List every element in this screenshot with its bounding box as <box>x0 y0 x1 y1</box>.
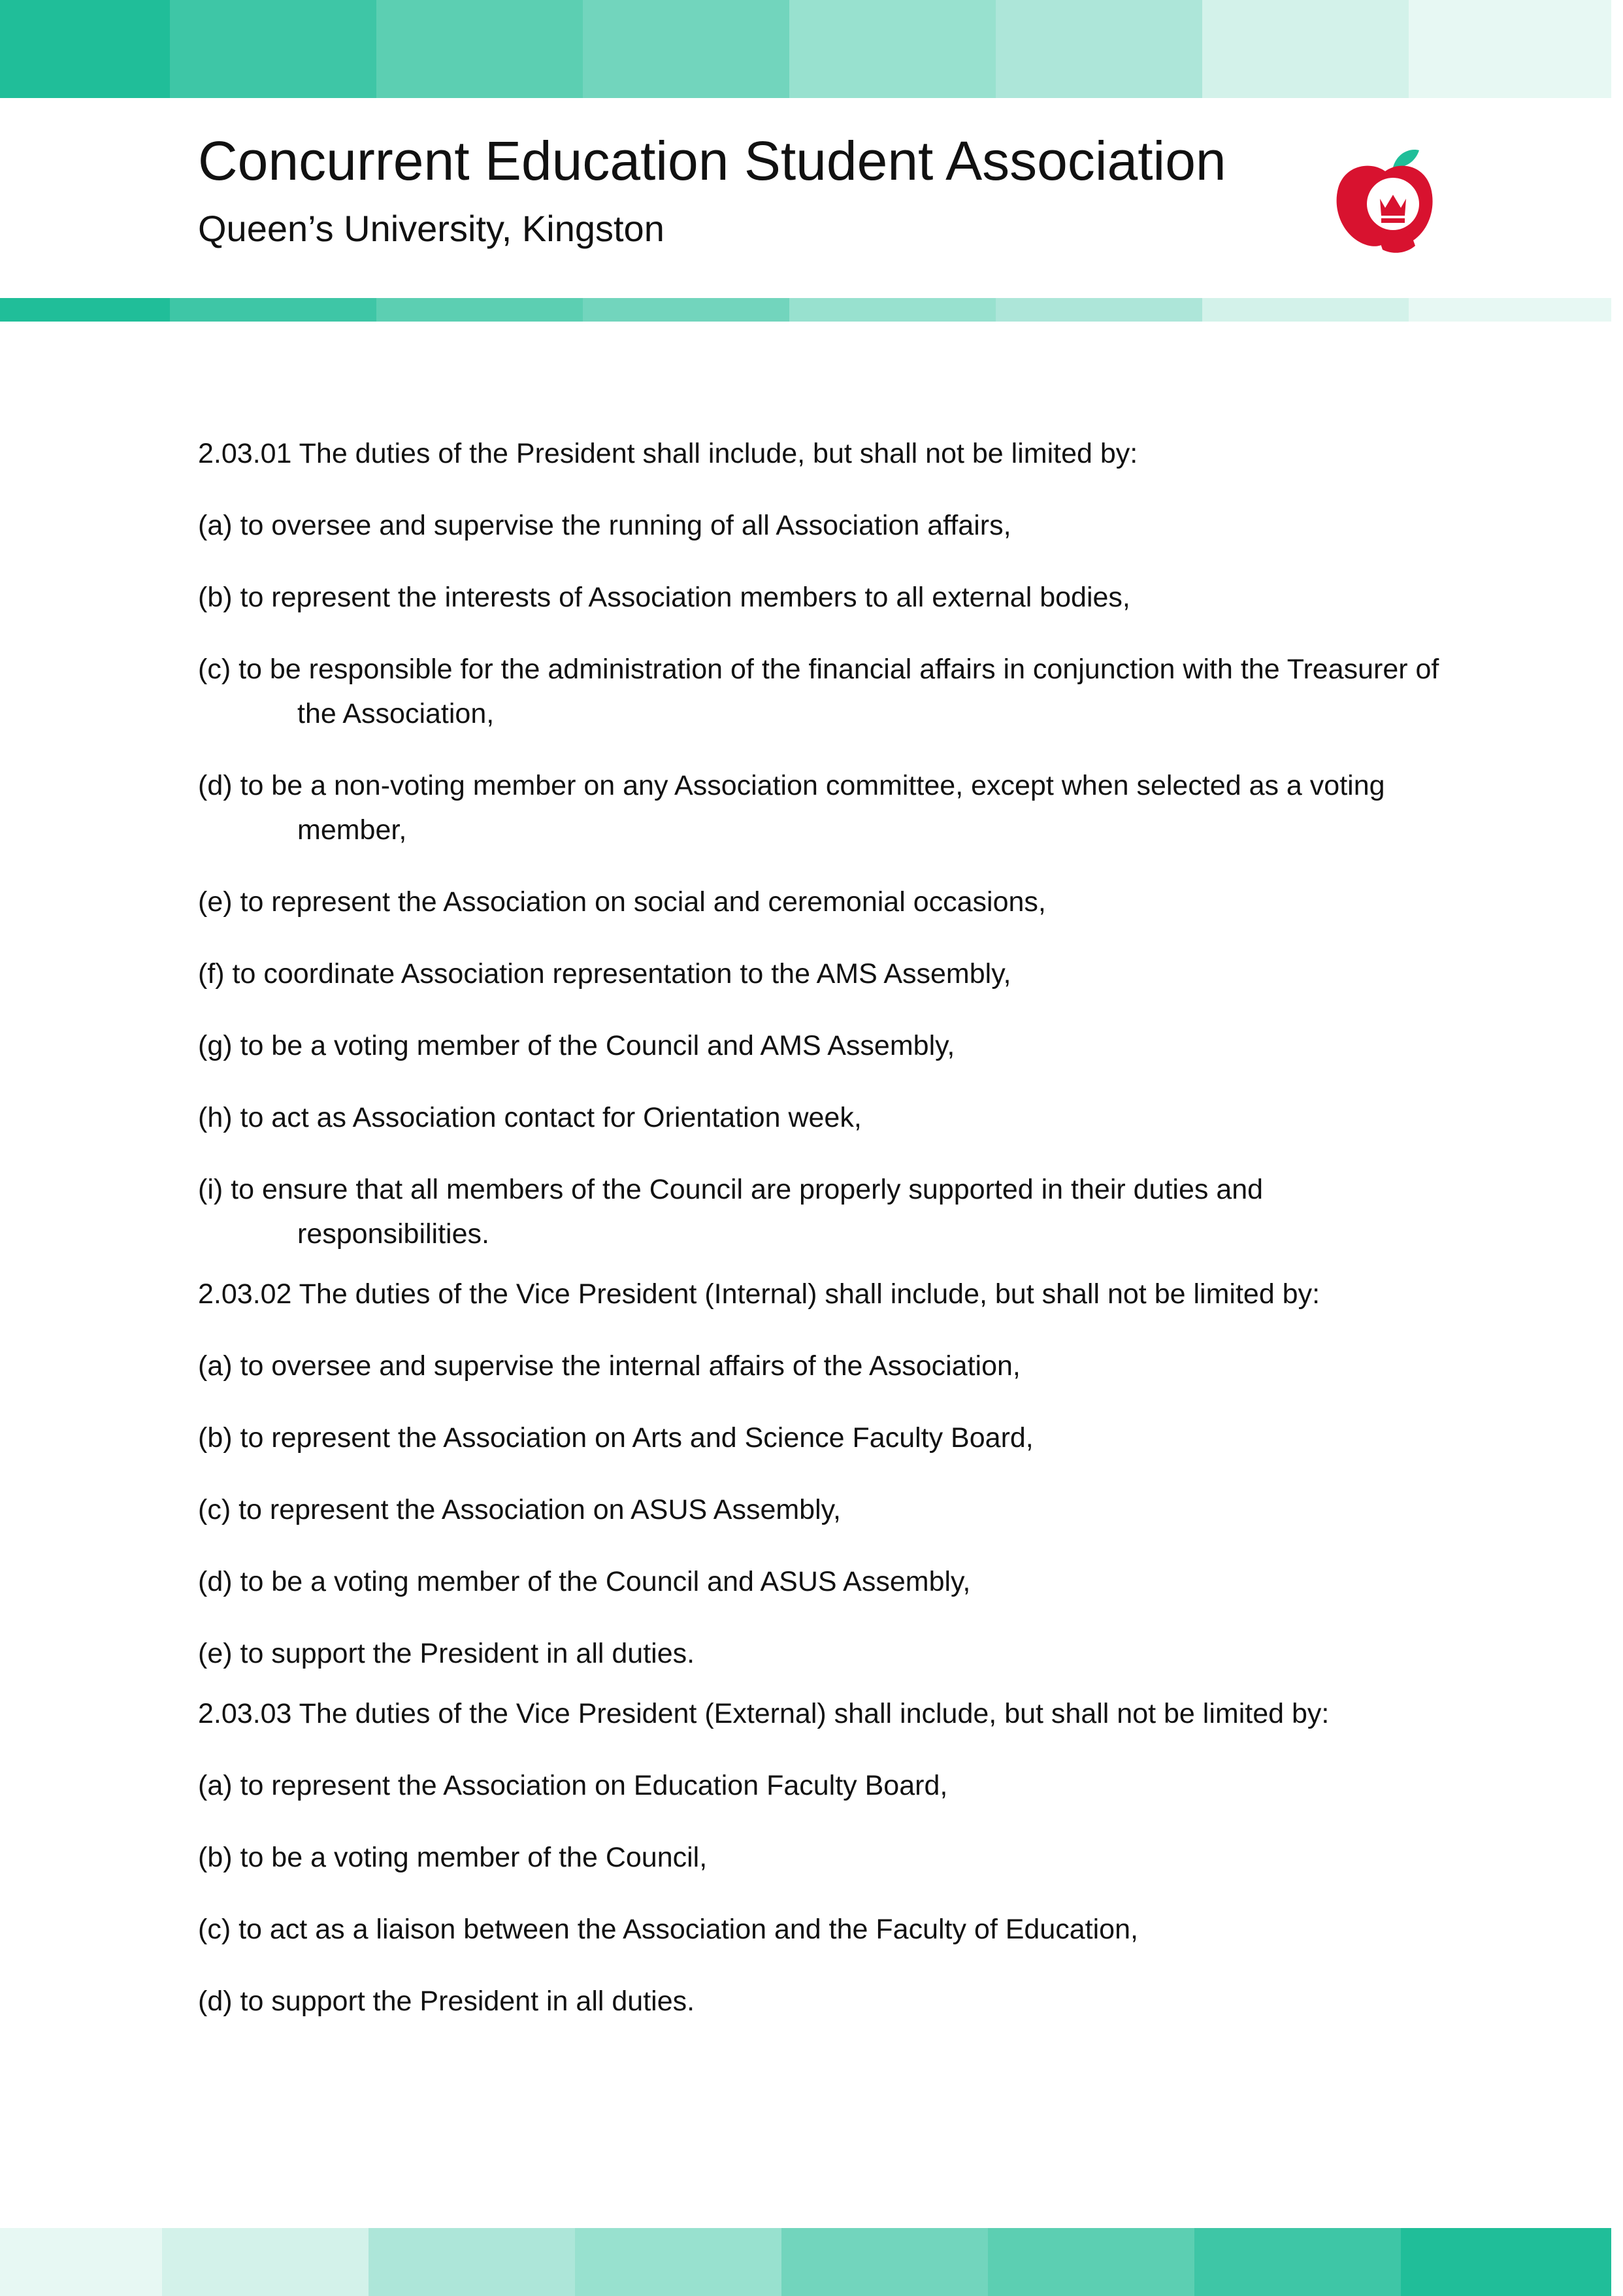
band-segment <box>0 298 170 322</box>
band-segment <box>162 2228 369 2296</box>
band-segment <box>996 0 1202 98</box>
band-segment <box>170 298 376 322</box>
list-item: (d) to be a non-voting member on any Association committee, except when selected as a voting member, <box>198 770 1385 846</box>
band-segment <box>583 298 789 322</box>
list-item: (c) to act as a liaison between the Association and the Faculty of Education, <box>198 1914 1138 1945</box>
band-segment <box>1194 2228 1401 2296</box>
list-item: (d) to be a voting member of the Council and ASUS Assembly, <box>198 1566 971 1597</box>
band-segment <box>0 2228 162 2296</box>
document-body <box>198 431 1439 2051</box>
list-item: (b) to represent the interests of Association members to all external bodies, <box>198 582 1130 613</box>
band-segment <box>789 0 996 98</box>
band-segment <box>789 298 996 322</box>
list-item: (a) to oversee and supervise the internal affairs of the Association, <box>198 1350 1021 1382</box>
band-segment <box>1409 298 1611 322</box>
apple-crown-logo-icon <box>1333 148 1437 256</box>
band-segment <box>1409 0 1611 98</box>
band-segment <box>170 0 376 98</box>
list-item: (d) to support the President in all duties. <box>198 1986 695 2017</box>
list-item: (b) to be a voting member of the Council, <box>198 1842 708 1873</box>
band-segment <box>376 298 583 322</box>
band-segment <box>575 2228 781 2296</box>
band-segment <box>1202 298 1409 322</box>
header-divider-band <box>0 298 1611 322</box>
band-segment <box>369 2228 575 2296</box>
section-heading: 2.03.02 The duties of the Vice President (Internal) shall include, but shall not be limited by: <box>198 1278 1320 1310</box>
list-item: (a) to oversee and supervise the running of all Association affairs, <box>198 510 1011 541</box>
list-item: (e) to represent the Association on social and ceremonial occasions, <box>198 886 1046 918</box>
page-subtitle: Queen’s University, Kingston <box>198 208 664 249</box>
bottom-color-band <box>0 2228 1611 2296</box>
list-item: (g) to be a voting member of the Council and AMS Assembly, <box>198 1030 955 1061</box>
list-item: (i) to ensure that all members of the Council are properly supported in their duties and responsibilities. <box>198 1174 1264 1250</box>
band-segment <box>988 2228 1194 2296</box>
list-item: (h) to act as Association contact for Orientation week, <box>198 1102 862 1133</box>
list-item: (f) to coordinate Association representation to the AMS Assembly, <box>198 958 1011 990</box>
section-heading: 2.03.01 The duties of the President shall include, but shall not be limited by: <box>198 438 1138 469</box>
list-item: (c) to represent the Association on ASUS Assembly, <box>198 1494 841 1525</box>
list-item: (e) to support the President in all duties. <box>198 1638 695 1669</box>
band-segment <box>0 0 170 98</box>
section-heading: 2.03.03 The duties of the Vice President (External) shall include, but shall not be limited by: <box>198 1698 1330 1729</box>
list-item: (c) to be responsible for the administration of the financial affairs in conjunction with the Treasurer of the Association, <box>198 654 1439 729</box>
list-item: (b) to represent the Association on Arts and Science Faculty Board, <box>198 1422 1034 1454</box>
top-color-band <box>0 0 1611 98</box>
band-segment <box>376 0 583 98</box>
band-segment <box>1202 0 1409 98</box>
band-segment <box>1401 2228 1611 2296</box>
page-title: Concurrent Education Student Association <box>198 130 1226 191</box>
band-segment <box>996 298 1202 322</box>
band-segment <box>583 0 789 98</box>
list-item: (a) to represent the Association on Education Faculty Board, <box>198 1770 948 1801</box>
band-segment <box>781 2228 988 2296</box>
